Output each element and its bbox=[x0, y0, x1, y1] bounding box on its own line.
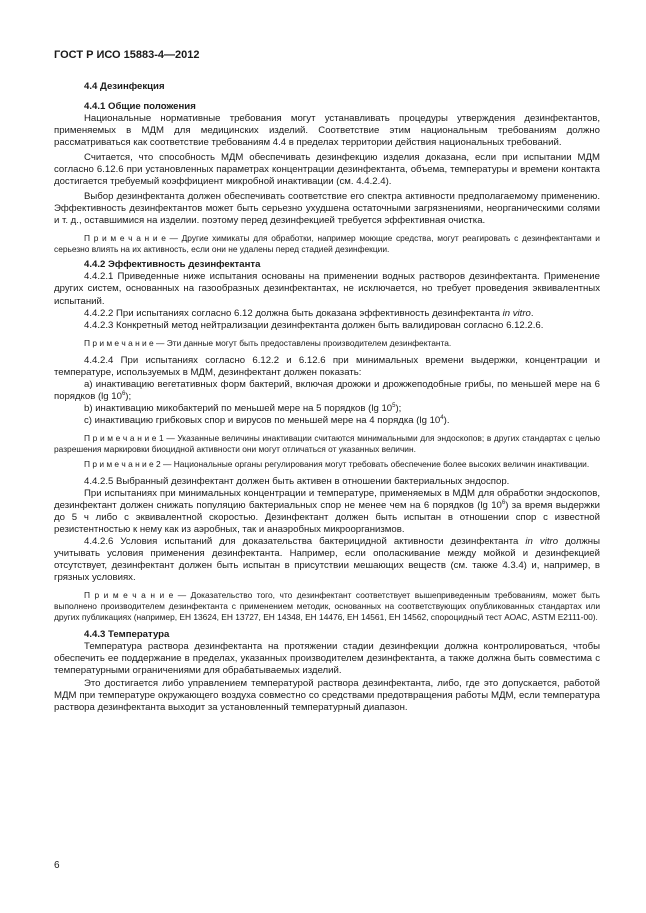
paragraph: Это достигается либо управлением температурой раствора дезинфектанта, либо, где это допускается, работой МДМ при температуре окружающего воздуха совместно со средствами предотвращения работы МДМ, если температура раствора дезинфектанта выходит за установленный температурный диапазон. bbox=[54, 677, 600, 713]
paragraph: 4.4.2.1 Приведенные ниже испытания основаны на применении водных растворов дезинфектанта. Применение других систем, основанных на газообразных дезинфектантах, не исключается, но требует проведения эквивалентных испытаний. bbox=[54, 271, 600, 307]
text: При испытаниях при минимальных концентрации и температуре, применяемых в МДМ для обработки эндоскопов, дезинфектант должен снижать популяцию бактериальных спор не менее чем на 6 порядков (lg 10 bbox=[54, 487, 600, 512]
paragraph: 4.4.2.3 Конкретный метод нейтрализации дезинфектанта должен быть валидирован согласно 6.12.2.6. bbox=[84, 319, 544, 331]
list-item-b bbox=[54, 403, 600, 415]
note-text: — Доказательство того, что дезинфектант соответствует вышеприведенным требованиям, может быть выполнено производителем дезинфектанта с применением методик, основанных на соответствующих опубликованных стандартах или других публикациях (например, ЕН 13624, ЕН 13727, ЕН 14348, ЕН 14476, ЕН 14561, ЕН 14562, спороцидный тест АОАС, ASTM E2111-00). bbox=[54, 590, 600, 623]
body-column bbox=[54, 71, 600, 714]
page-number: 6 bbox=[54, 860, 60, 871]
note-label: П р и м е ч а н и е bbox=[84, 233, 166, 244]
text: ); bbox=[395, 402, 402, 414]
note-label: П р и м е ч а н и е bbox=[84, 337, 154, 348]
note-text: — Указанные величины инактивации считаются минимальными для эндоскопов; в других стандартах с целью разрешения маркировки биоцидной активности они могут отличаться от указанных величин. bbox=[54, 432, 600, 454]
note-text: — Другие химикаты для обработки, например моющие средства, могут реагировать с дезинфектантами и серьезно влиять на их активность, если они не удалены перед стадией дезинфекции. bbox=[54, 233, 600, 255]
text: b) инактивацию микобактерий по меньшей мере на 5 порядков (lg 10 bbox=[84, 402, 393, 414]
text: 4.4.2.2 При испытаниях согласно 6.12 должна быть доказана эффективность дезинфектанта bbox=[84, 307, 503, 319]
list-item-a bbox=[54, 379, 600, 403]
note bbox=[54, 459, 600, 470]
paragraph: Выбор дезинфектанта должен обеспечивать соответствие его спектра активности предполагаемому применению. Эффективность дезинфектантов может быть серьезно ухудшена остаточными загрязнениями, неорганическими солями и т. д., оставшимися на изделии. поэтому перед дезинфекцией требуется эффективная очистка. bbox=[54, 191, 600, 227]
text: должны учитывать условия применения дезинфектанта. Например, если ополаскивание между мойкой и дезинфекцией отсутствует, дезинфектант должен быть испытан в присутствии мешающих веществ (см. также 4.3.4) и, например, в грязных условиях. bbox=[54, 536, 600, 584]
section-heading-4-4-2: 4.4.2 Эффективность дезинфектанта bbox=[84, 259, 261, 271]
paragraph: 4.4.2.5 Выбранный дезинфектант должен быть активен в отношении бактериальных эндоспор. bbox=[84, 475, 510, 487]
section-heading-4-4: 4.4 Дезинфекция bbox=[84, 81, 165, 92]
superscript: 6 bbox=[121, 390, 126, 397]
note-label: П р и м е ч а н и е bbox=[84, 590, 174, 601]
text: а) инактивацию вегетативных форм бактерий, включая дрожжи и дрожжеподобные грибы, по меньшей мере на 6 порядков (lg 10 bbox=[54, 378, 600, 402]
paragraph bbox=[54, 308, 600, 320]
text: с) инактивацию грибковых спор и вирусов по меньшей мере на 4 порядка (lg 10 bbox=[84, 414, 441, 426]
note-label: П р и м е ч а н и е 2 bbox=[84, 458, 161, 469]
document-code: ГОСТ Р ИСО 15883-4—2012 bbox=[54, 49, 200, 61]
text: 4.4.2.6 Условия испытаний для доказательства бактерицидной активности дезинфектанта bbox=[84, 536, 526, 548]
paragraph bbox=[54, 536, 600, 584]
italic-term: in vitro bbox=[525, 536, 559, 548]
note-text: — Эти данные могут быть предоставлены производителем дезинфектанта. bbox=[153, 337, 452, 348]
superscript: 5 bbox=[392, 402, 396, 409]
list-item-c bbox=[54, 415, 600, 427]
paragraph: Температура раствора дезинфектанта на протяжении стадии дезинфекции должна контролироваться, чтобы обеспечить ее поддержание в пределах, указанных производителем дезинфектанта, а также должна быть совместима с температурными ограничениями для обрабатываемых изделий. bbox=[54, 641, 600, 677]
note-text: — Национальные органы регулирования могут требовать обеспечение более высоких величин инактивации. bbox=[160, 458, 590, 469]
section-heading-4-4-1: 4.4.1 Общие положения bbox=[84, 101, 196, 112]
text: ) за время выдержки до 5 ч либо с эквивалентной скоростью. Дезинфектант должен быть испытан в отношении спор с известной резистентностью к нему как из аэробных, так и анаэробных микроорганизмов. bbox=[54, 500, 600, 536]
text: ); bbox=[125, 390, 132, 402]
note bbox=[54, 233, 600, 255]
superscript: 6 bbox=[501, 499, 506, 506]
note bbox=[54, 590, 600, 623]
superscript: 4 bbox=[440, 414, 444, 421]
note bbox=[54, 338, 600, 349]
paragraph: 4.4.2.4 При испытаниях согласно 6.12.2 и 6.12.6 при минимальных времени выдержки, концентрации и температуре, используемых в МДМ, дезинфектант должен показать: bbox=[54, 354, 600, 378]
note bbox=[54, 433, 600, 455]
italic-term: in vitro bbox=[502, 307, 531, 319]
text: ). bbox=[443, 414, 450, 426]
note-label: П р и м е ч а н и е 1 bbox=[84, 432, 164, 443]
paragraph bbox=[54, 488, 600, 536]
section-heading-4-4-3: 4.4.3 Температура bbox=[84, 629, 170, 641]
paragraph: Национальные нормативные требования могут устанавливать процедуры утверждения дезинфектантов, применяемых в МДМ для медицинских изделий. Соответствие этим национальным требованиям должно рассматриваться как соответствие требованиям 4.4 в пределах территории действия национальных требований. bbox=[54, 113, 600, 149]
text: . bbox=[530, 307, 534, 319]
paragraph: Считается, что способность МДМ обеспечивать дезинфекцию изделия доказана, если при испытании МДМ согласно 6.12.6 при установленных параметрах концентрации дезинфектанта, объема, температуры и времени контакта достигается требуемый коэффициент микробной инактивации (см. 4.4.2.4). bbox=[54, 152, 600, 188]
